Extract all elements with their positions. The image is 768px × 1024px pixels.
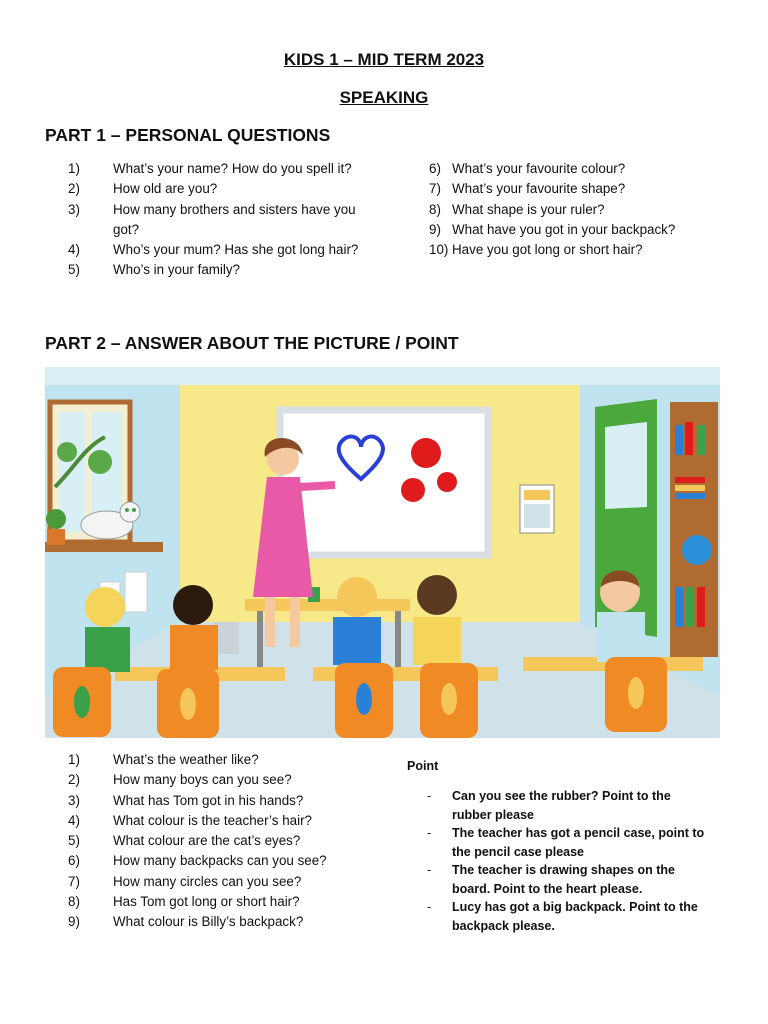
circle-drawing [401,478,425,502]
question-item: 5) What colour are the cat’s eyes? [68,833,301,849]
globe [682,535,712,565]
worksheet-title: KIDS 1 – MID TERM 2023 [283,50,485,69]
student [173,585,213,625]
question-item: 1) What’s your name? How do you spell it? [68,161,352,176]
poster [125,572,147,612]
student-lucy [85,587,125,627]
point-item: - Can you see the rubber? Point to the rubber please [427,789,671,822]
point-item: - The teacher has got a pencil case, point to the pencil case please [427,826,705,859]
question-item: 9) What have you got in your backpack? [429,221,676,237]
question-item: 6) What’s your favourite colour? [429,161,626,176]
question-item: 5) Who’s in your family? [68,262,241,278]
part1-heading: PART 1 – PERSONAL QUESTIONS [45,125,331,145]
part1-right-questions [429,159,729,260]
part2-questions [68,750,368,933]
question-item: 8) What shape is your ruler? [429,201,605,217]
question-item: 4) What colour is the teacher’s hair? [68,812,312,828]
point-label: Point [407,759,439,773]
question-item: 9) What colour is Billy’s backpack? [68,914,304,930]
student [337,577,377,617]
worksheet-subtitle: SPEAKING [339,88,429,107]
point-item: - Lucy has got a big backpack. Point to the backpack please. [427,900,698,933]
ceiling [45,367,720,385]
part2-heading: PART 2 – ANSWER ABOUT THE PICTURE / POINT [45,333,459,353]
part1-left-questions [68,159,368,281]
classroom-picture [45,367,720,738]
question-item: 8) Has Tom got long or short hair? [68,894,300,910]
question-item: 4) Who’s your mum? Has she got long hair? [68,242,359,258]
question-item: 6) How many backpacks can you see? [68,853,327,869]
point-instructions [425,787,715,935]
question-item: 7) How many circles can you see? [68,873,302,889]
question-item: 10) Have you got long or short hair? [429,242,643,258]
circle-drawing [411,438,441,468]
question-item: 1) What’s the weather like? [68,752,259,767]
student [417,575,457,615]
question-item: 2) How many boys can you see? [68,772,292,788]
circle-drawing [437,472,457,492]
point-item: - The teacher is drawing shapes on the board. Point to the heart please. [427,863,675,896]
plant-pot [47,529,65,545]
question-item: 7) What’s your favourite shape? [429,181,626,197]
question-item: 3) How many brothers and sisters have you got? [68,201,356,237]
question-item: 3) What has Tom got in his hands? [68,792,304,808]
question-item: 2) How old are you? [68,181,218,197]
